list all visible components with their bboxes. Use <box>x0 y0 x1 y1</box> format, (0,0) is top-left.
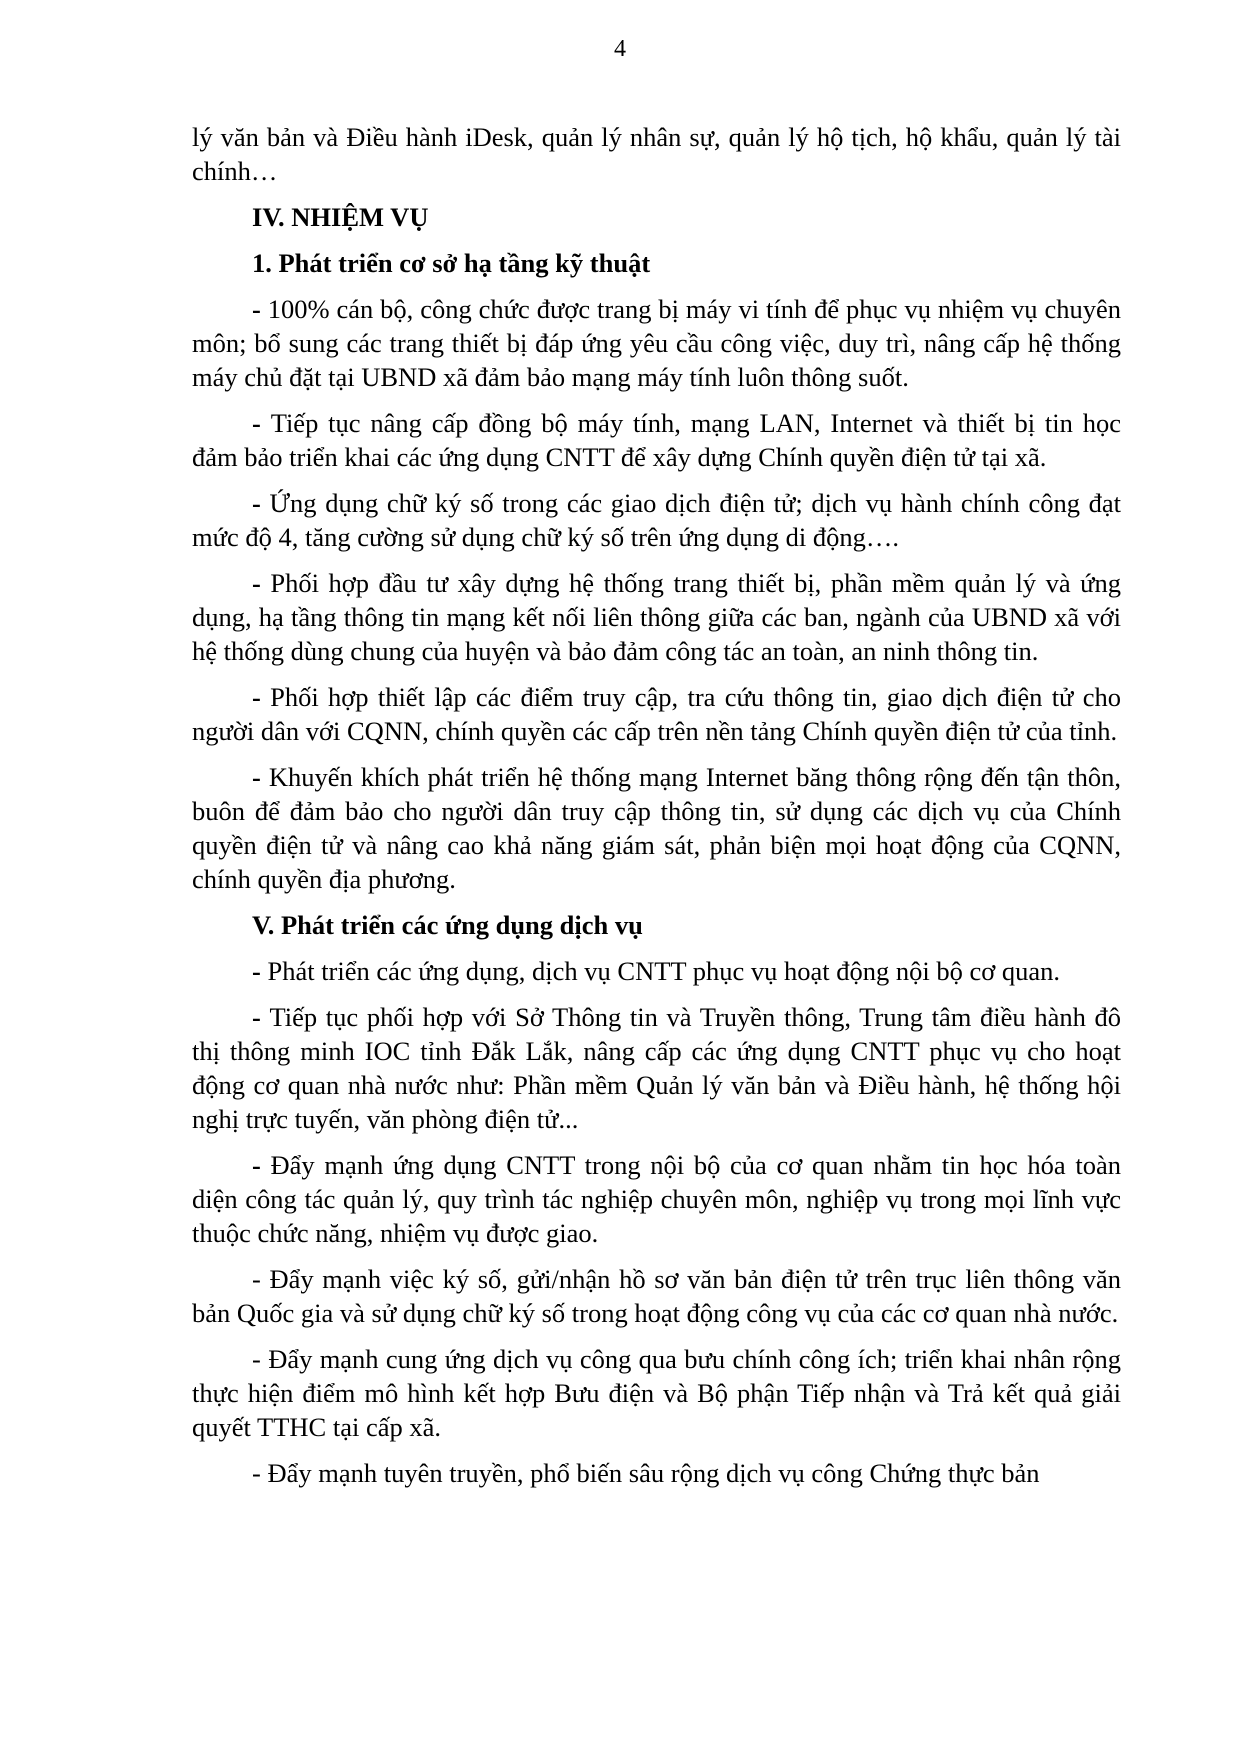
section-heading-iv: IV. NHIỆM VỤ <box>252 202 429 232</box>
list-item-text: Đẩy mạnh tuyên truyền, phổ biến sâu rộng dịch vụ công Chứng thực bản <box>267 1458 1040 1488</box>
paragraph-continuation: lý văn bản và Điều hành iDesk, quản lý nhân sự, quản lý hộ tịch, hộ khẩu, quản lý tài chính… <box>192 122 1121 186</box>
list-item <box>192 1262 1121 1330</box>
document-body <box>192 120 1121 1502</box>
list-item <box>192 566 1121 668</box>
section-heading-v: V. Phát triển các ứng dụng dịch vụ <box>252 910 643 940</box>
list-item-text: Đẩy mạnh ứng dụng CNTT trong nội bộ của cơ quan nhằm tin học hóa toàn diện công tác quản lý, quy trình tác nghiệp chuyên môn, nghiệp vụ trong mọi lĩnh vực thuộc chức năng, nhiệm vụ được giao. <box>192 1150 1121 1248</box>
dash-marker: - <box>252 682 271 712</box>
dash-marker: - <box>252 408 271 438</box>
dash-marker: - <box>252 294 268 324</box>
dash-marker: - <box>252 1150 271 1180</box>
list-item <box>192 292 1121 394</box>
dash-marker: - <box>252 1264 270 1294</box>
page-number: 4 <box>614 36 626 62</box>
dash-marker: - <box>252 956 268 986</box>
dash-marker: - <box>252 1002 270 1032</box>
list-item <box>192 1148 1121 1250</box>
list-item-text: Tiếp tục nâng cấp đồng bộ máy tính, mạng LAN, Internet và thiết bị tin học đảm bảo triển khai các ứng dụng CNTT để xây dựng Chính quyền điện tử tại xã. <box>192 408 1122 472</box>
list-item <box>192 1000 1121 1136</box>
subsection-heading-1: 1. Phát triển cơ sở hạ tầng kỹ thuật <box>252 248 651 278</box>
list-item-text: Đẩy mạnh việc ký số, gửi/nhận hồ sơ văn bản điện tử trên trục liên thông văn bản Quốc gia và sử dụng chữ ký số trong hoạt động công vụ của các cơ quan nhà nước. <box>192 1264 1121 1328</box>
dash-marker: - <box>252 762 269 792</box>
list-item-text: 100% cán bộ, công chức được trang bị máy vi tính để phục vụ nhiệm vụ chuyên môn; bổ sung các trang thiết bị đáp ứng yêu cầu công việc, duy trì, nâng cấp hệ thống máy chủ đặt tại UBND xã đảm bảo mạng máy tính luôn thông suốt. <box>192 294 1121 392</box>
dash-marker: - <box>252 568 271 598</box>
list-item <box>192 1456 1121 1490</box>
list-item <box>192 486 1121 554</box>
list-item <box>192 1342 1121 1444</box>
list-item-text: Ứng dụng chữ ký số trong các giao dịch điện tử; dịch vụ hành chính công đạt mức độ 4, tăng cường sử dụng chữ ký số trên ứng dụng di động…. <box>192 488 1121 552</box>
dash-marker: - <box>252 488 270 518</box>
list-item <box>192 680 1121 748</box>
dash-marker: - <box>252 1344 269 1374</box>
list-item-text: Khuyến khích phát triển hệ thống mạng Internet băng thông rộng đến tận thôn, buôn để đảm bảo cho người dân truy cập thông tin, sử dụng các dịch vụ của Chính quyền điện tử và nâng cao khả năng giám sát, phản biện mọi hoạt động của CQNN, chính quyền địa phương. <box>192 762 1121 894</box>
list-item-text: Phối hợp đầu tư xây dựng hệ thống trang thiết bị, phần mềm quản lý và ứng dụng, hạ tầng thông tin mạng kết nối liên thông giữa các ban, ngành của UBND xã với hệ thống dùng chung của huyện và bảo đảm công tác an toàn, an ninh thông tin. <box>192 568 1121 666</box>
list-item <box>192 406 1121 474</box>
list-item-text: Phát triển các ứng dụng, dịch vụ CNTT phục vụ hoạt động nội bộ cơ quan. <box>267 956 1061 986</box>
dash-marker: - <box>252 1458 268 1488</box>
list-item <box>192 954 1121 988</box>
list-item-text: Tiếp tục phối hợp với Sở Thông tin và Truyền thông, Trung tâm điều hành đô thị thông minh IOC tỉnh Đắk Lắk, nâng cấp các ứng dụng CNTT phục vụ cho hoạt động cơ quan nhà nước như: Phần mềm Quản lý văn bản và Điều hành, hệ thống hội nghị trực tuyến, văn phòng điện tử... <box>192 1002 1122 1134</box>
list-item-text: Phối hợp thiết lập các điểm truy cập, tra cứu thông tin, giao dịch điện tử cho người dân với CQNN, chính quyền các cấp trên nền tảng Chính quyền điện tử của tỉnh. <box>192 682 1121 746</box>
list-item <box>192 760 1121 896</box>
list-item-text: Đẩy mạnh cung ứng dịch vụ công qua bưu chính công ích; triển khai nhân rộng thực hiện điểm mô hình kết hợp Bưu điện và Bộ phận Tiếp nhận và Trả kết quả giải quyết TTHC tại cấp xã. <box>192 1344 1122 1442</box>
